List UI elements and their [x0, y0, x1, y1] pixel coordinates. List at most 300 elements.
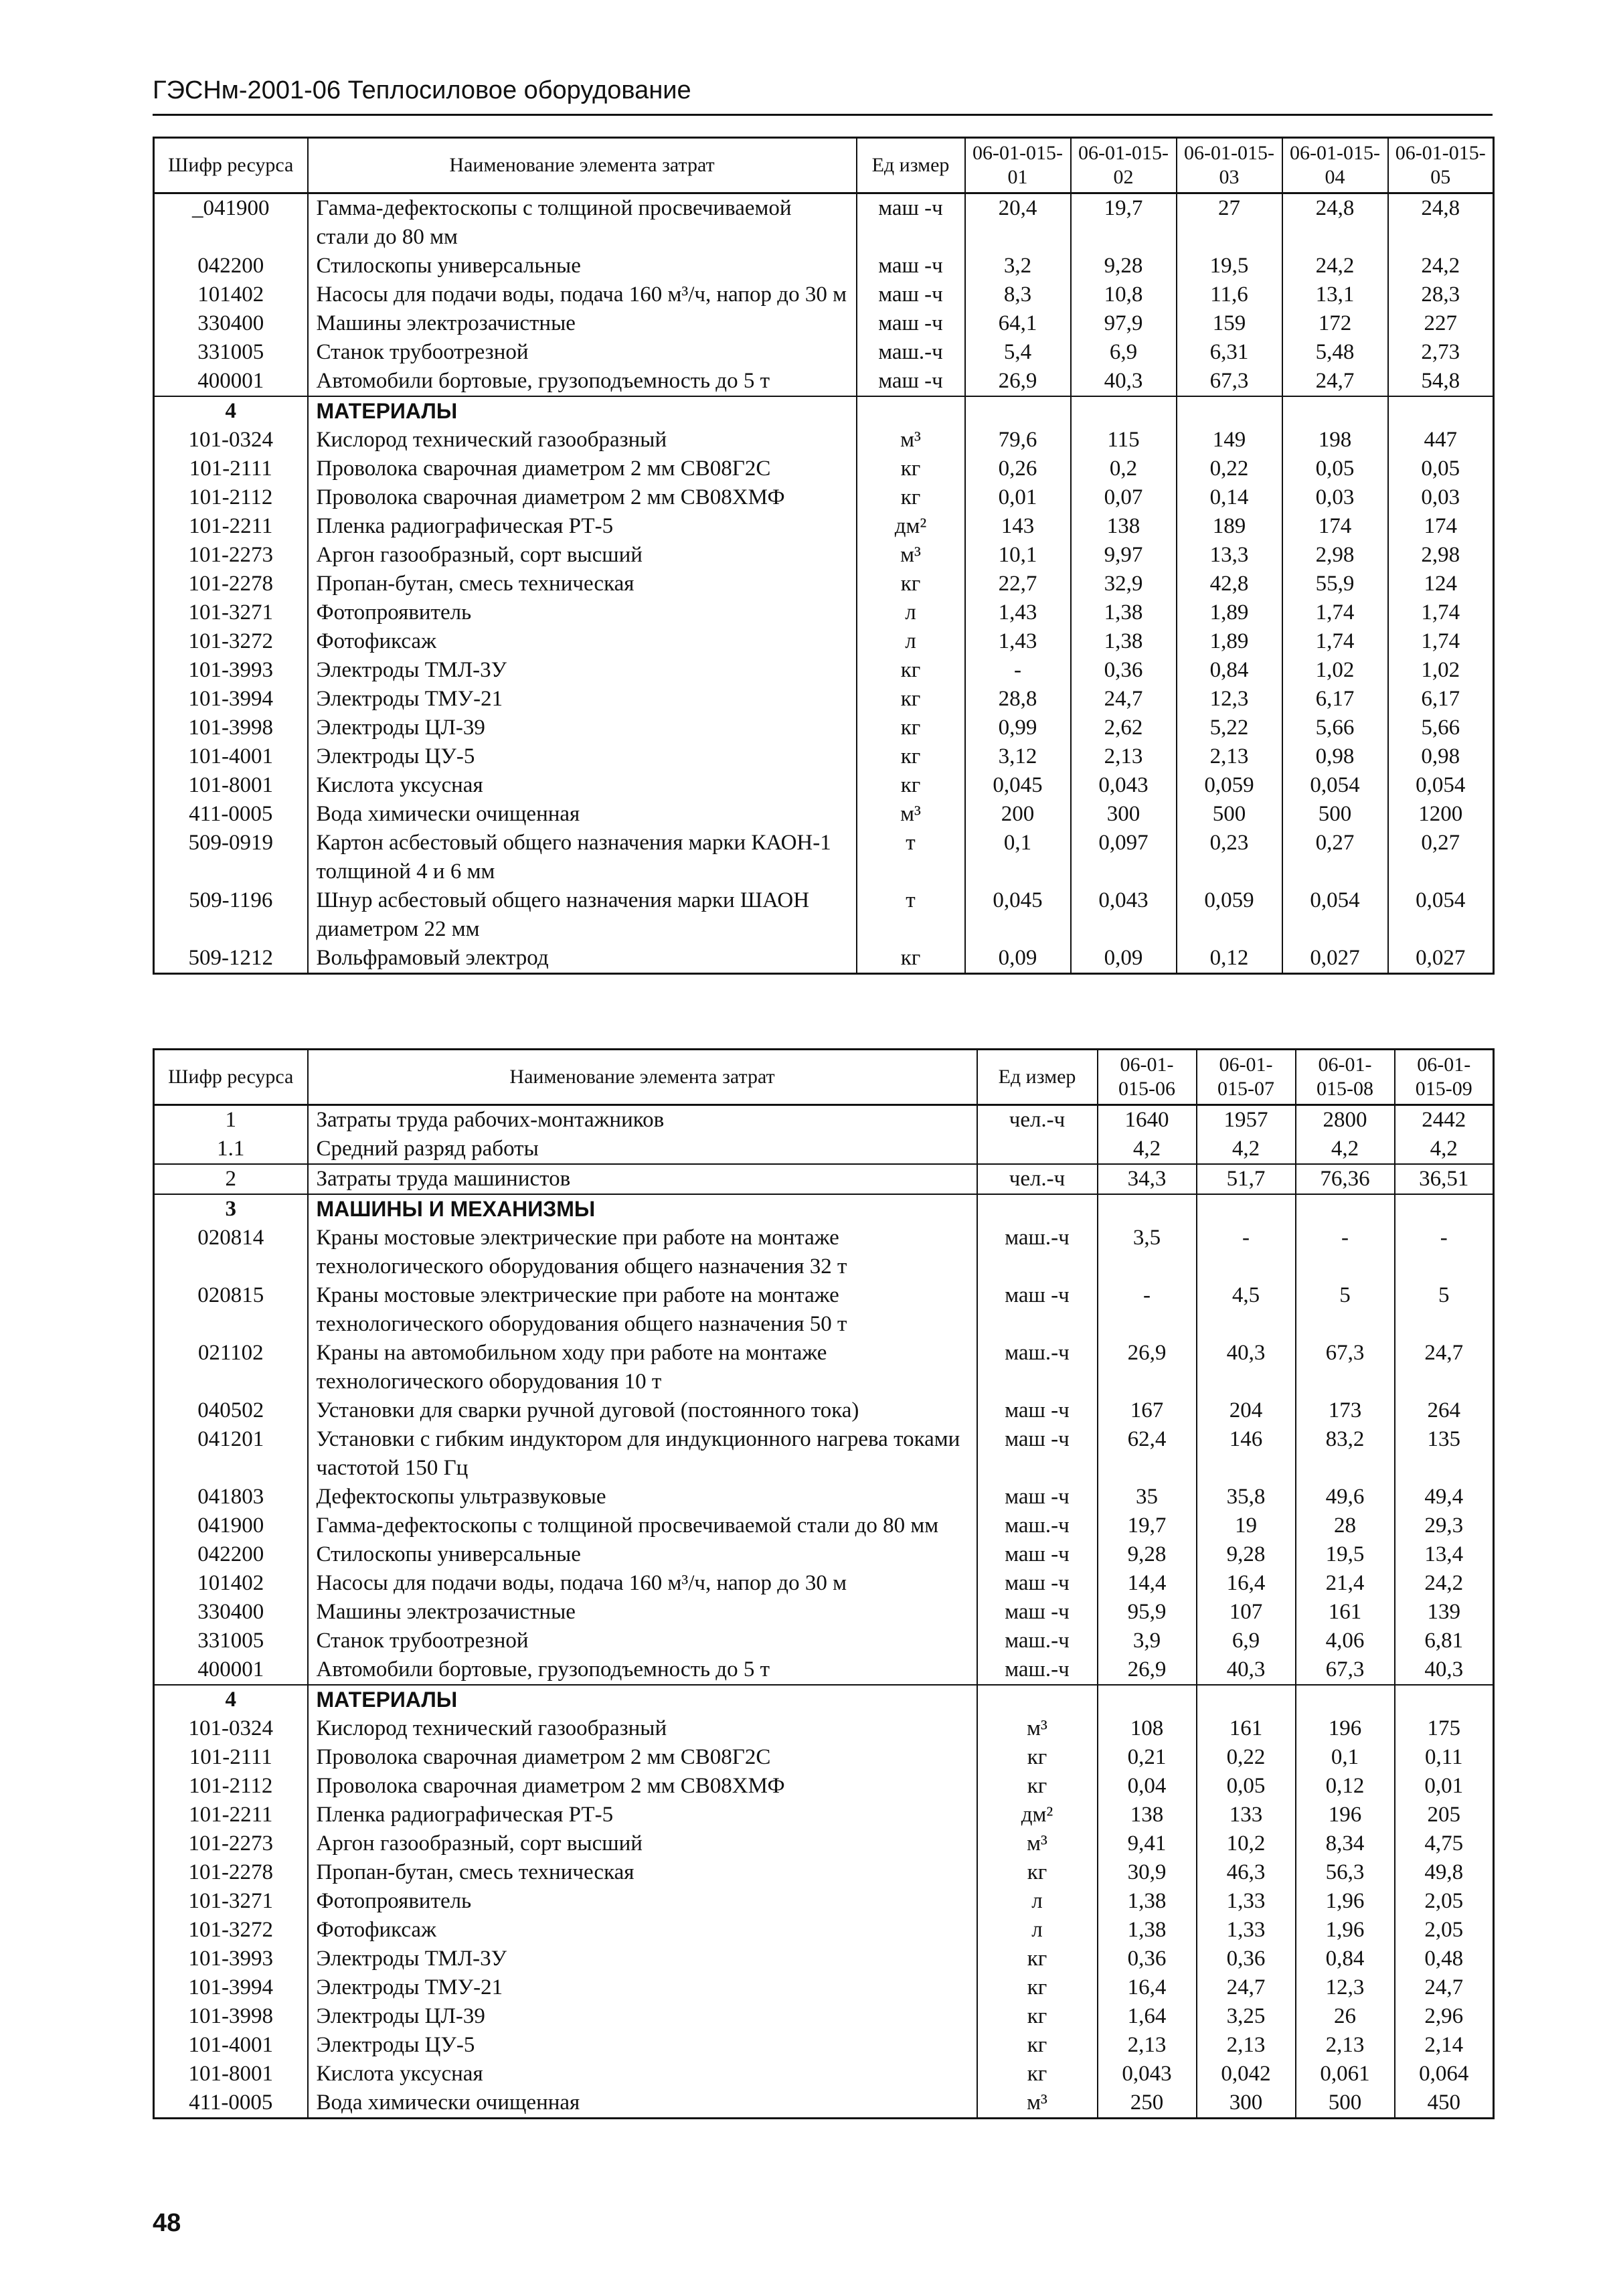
cost-element-name: Кислота уксусная — [308, 2060, 977, 2088]
resource-code: 041201 — [154, 1425, 308, 1483]
cost-element-name: Станок трубоотрезной — [308, 1627, 977, 1655]
resource-code: 042200 — [154, 252, 308, 280]
unit-of-measure: кг — [977, 1772, 1098, 1801]
cell-value: 40,3 — [1395, 1655, 1494, 1685]
cell-value: 133 — [1197, 1801, 1296, 1829]
cost-element-name: Электроды ЦУ-5 — [308, 2031, 977, 2060]
unit-of-measure: кг — [977, 1858, 1098, 1887]
cell-value: 14,4 — [1098, 1569, 1197, 1598]
table-row — [154, 455, 1494, 483]
unit-of-measure: маш -ч — [977, 1425, 1098, 1483]
cell-value: 5,48 — [1282, 338, 1388, 367]
table-row — [154, 944, 1494, 974]
cell-value: 2,62 — [1071, 714, 1177, 742]
unit-of-measure — [977, 1135, 1098, 1164]
unit-of-measure: дм² — [977, 1801, 1098, 1829]
table-row — [154, 1483, 1494, 1511]
table-row — [154, 1945, 1494, 1973]
table-row — [154, 742, 1494, 771]
cell-value: 28,3 — [1388, 280, 1494, 309]
cost-element-name: Картон асбестовый общего назначения марки КАОН-1 толщиной 4 и 6 мм — [308, 829, 857, 886]
resource-code: 101-2211 — [154, 512, 308, 541]
unit-of-measure: м³ — [857, 541, 965, 570]
cell-value — [1098, 1194, 1197, 1224]
cell-value: 174 — [1282, 512, 1388, 541]
cell-value: 161 — [1296, 1598, 1395, 1627]
cost-element-name: Стилоскопы универсальные — [308, 252, 857, 280]
table-row — [154, 714, 1494, 742]
unit-of-measure: маш -ч — [977, 1483, 1098, 1511]
cell-value: 10,1 — [965, 541, 1071, 570]
page-number: 48 — [153, 2209, 181, 2237]
cell-value: 9,28 — [1071, 252, 1177, 280]
cell-value: 1,74 — [1282, 598, 1388, 627]
unit-of-measure: кг — [857, 944, 965, 974]
cell-value: 0,043 — [1098, 2060, 1197, 2088]
cell-value: 0,05 — [1282, 455, 1388, 483]
resource-code: 101-2278 — [154, 570, 308, 598]
cost-element-name: Проволока сварочная диаметром 2 мм СВ08ХМФ — [308, 483, 857, 512]
unit-of-measure: маш -ч — [977, 1396, 1098, 1425]
cost-element-name: Электроды ЦУ-5 — [308, 742, 857, 771]
resource-code: 101-3271 — [154, 598, 308, 627]
resource-code: 101-4001 — [154, 2031, 308, 2060]
cell-value: 40,3 — [1197, 1339, 1296, 1396]
table-header — [154, 138, 1494, 193]
cell-value: 196 — [1296, 1714, 1395, 1743]
cost-element-name: Проволока сварочная диаметром 2 мм СВ08Г2С — [308, 455, 857, 483]
resource-code: 101402 — [154, 280, 308, 309]
cell-value: 200 — [965, 800, 1071, 829]
cell-value: 24,2 — [1395, 1569, 1494, 1598]
cell-value: 40,3 — [1197, 1655, 1296, 1685]
unit-of-measure: маш.-ч — [977, 1224, 1098, 1281]
cell-value: 19,5 — [1177, 252, 1282, 280]
cell-value: 2,13 — [1177, 742, 1282, 771]
resource-code: 4 — [154, 396, 308, 426]
cell-value: 62,4 — [1098, 1425, 1197, 1483]
unit-of-measure: кг — [857, 455, 965, 483]
resource-code: 020814 — [154, 1224, 308, 1281]
resource-code: 101-2273 — [154, 1829, 308, 1858]
column-header: Наименование элемента затрат — [308, 138, 857, 193]
cell-value: 0,99 — [965, 714, 1071, 742]
cell-value: 16,4 — [1197, 1569, 1296, 1598]
cell-value: 26,9 — [1098, 1339, 1197, 1396]
table-header — [154, 1050, 1494, 1105]
cell-value: 26,9 — [1098, 1655, 1197, 1685]
cell-value — [1071, 396, 1177, 426]
resource-code: 101-2278 — [154, 1858, 308, 1887]
table-row — [154, 1105, 1494, 1135]
cell-value: 1,89 — [1177, 598, 1282, 627]
cost-element-name: МАШИНЫ И МЕХАНИЗМЫ — [308, 1194, 977, 1224]
table-row — [154, 829, 1494, 886]
cell-value: 3,5 — [1098, 1224, 1197, 1281]
resource-code: 101-3272 — [154, 1916, 308, 1945]
unit-of-measure: м³ — [977, 2088, 1098, 2119]
resource-code: 101-3271 — [154, 1887, 308, 1916]
cost-element-name: Электроды ТМЛ-3У — [308, 656, 857, 685]
cell-value: 143 — [965, 512, 1071, 541]
cost-element-name: Проволока сварочная диаметром 2 мм СВ08ХМФ — [308, 1772, 977, 1801]
cell-value: 1,38 — [1098, 1916, 1197, 1945]
cost-element-name: Затраты труда машинистов — [308, 1164, 977, 1194]
cell-value: 1,38 — [1071, 627, 1177, 656]
cost-element-name: Вода химически очищенная — [308, 2088, 977, 2119]
table-row — [154, 1772, 1494, 1801]
cost-element-name: Электроды ТМУ-21 — [308, 1973, 977, 2002]
cell-value: 2800 — [1296, 1105, 1395, 1135]
unit-of-measure: л — [857, 598, 965, 627]
resource-code: 101-8001 — [154, 771, 308, 800]
cell-value: 0,059 — [1177, 886, 1282, 944]
cell-value: 67,3 — [1296, 1655, 1395, 1685]
cell-value: 2,13 — [1197, 2031, 1296, 2060]
resource-code: 400001 — [154, 1655, 308, 1685]
unit-of-measure: маш.-ч — [977, 1655, 1098, 1685]
cell-value: 138 — [1071, 512, 1177, 541]
cell-value: 2,98 — [1282, 541, 1388, 570]
cost-element-name: Пропан-бутан, смесь техническая — [308, 570, 857, 598]
cell-value: 1,43 — [965, 598, 1071, 627]
cell-value: 107 — [1197, 1598, 1296, 1627]
unit-of-measure: л — [977, 1916, 1098, 1945]
cell-value: 0,22 — [1197, 1743, 1296, 1772]
unit-of-measure: кг — [857, 483, 965, 512]
cell-value: 26,9 — [965, 367, 1071, 396]
cost-element-name: МАТЕРИАЛЫ — [308, 396, 857, 426]
cost-element-name: Фотофиксаж — [308, 627, 857, 656]
unit-of-measure: т — [857, 886, 965, 944]
cell-value: 0,1 — [965, 829, 1071, 886]
unit-of-measure: маш.-ч — [977, 1627, 1098, 1655]
page-header — [153, 74, 1493, 116]
resource-code: 020815 — [154, 1281, 308, 1339]
cell-value: 0,054 — [1388, 886, 1494, 944]
column-header: 06-01-015-09 — [1395, 1050, 1494, 1105]
cell-value: 9,28 — [1197, 1540, 1296, 1569]
column-header: 06-01-015-03 — [1177, 138, 1282, 193]
resource-table-1 — [153, 137, 1495, 975]
cell-value: 67,3 — [1296, 1339, 1395, 1396]
cell-value: 0,12 — [1296, 1772, 1395, 1801]
cell-value: 500 — [1177, 800, 1282, 829]
cell-value: 0,2 — [1071, 455, 1177, 483]
resource-code: 330400 — [154, 309, 308, 338]
cell-value: 149 — [1177, 426, 1282, 455]
cell-value: 1,33 — [1197, 1916, 1296, 1945]
cell-value: 2,13 — [1098, 2031, 1197, 2060]
cost-element-name: Кислород технический газообразный — [308, 1714, 977, 1743]
cell-value: 12,3 — [1177, 685, 1282, 714]
cell-value — [1395, 1194, 1494, 1224]
table-row — [154, 512, 1494, 541]
column-header: 06-01-015-04 — [1282, 138, 1388, 193]
cell-value: 0,84 — [1296, 1945, 1395, 1973]
unit-of-measure: кг — [857, 570, 965, 598]
unit-of-measure: маш -ч — [857, 280, 965, 309]
cell-value: 3,25 — [1197, 2002, 1296, 2031]
cell-value: 0,045 — [965, 771, 1071, 800]
cell-value: 1957 — [1197, 1105, 1296, 1135]
unit-of-measure: кг — [977, 2031, 1098, 2060]
unit-of-measure: т — [857, 829, 965, 886]
table-row — [154, 627, 1494, 656]
unit-of-measure: маш.-ч — [977, 1339, 1098, 1396]
cell-value: 0,98 — [1282, 742, 1388, 771]
table-row — [154, 1425, 1494, 1483]
unit-of-measure: кг — [857, 771, 965, 800]
cell-value: 450 — [1395, 2088, 1494, 2119]
cell-value: 55,9 — [1282, 570, 1388, 598]
cell-value: 1,43 — [965, 627, 1071, 656]
cell-value: 227 — [1388, 309, 1494, 338]
cell-value: 115 — [1071, 426, 1177, 455]
cell-value: 26 — [1296, 2002, 1395, 2031]
unit-of-measure: дм² — [857, 512, 965, 541]
table-row — [154, 1655, 1494, 1685]
table-row — [154, 1281, 1494, 1339]
cell-value: 500 — [1282, 800, 1388, 829]
cell-value: 0,36 — [1098, 1945, 1197, 1973]
cell-value: 0,98 — [1388, 742, 1494, 771]
resource-code: 1 — [154, 1105, 308, 1135]
cell-value: 9,28 — [1098, 1540, 1197, 1569]
resource-code: 101-3993 — [154, 656, 308, 685]
unit-of-measure: л — [857, 627, 965, 656]
cell-value: 35 — [1098, 1483, 1197, 1511]
cell-value: 79,6 — [965, 426, 1071, 455]
resource-code: 021102 — [154, 1339, 308, 1396]
cell-value: 0,14 — [1177, 483, 1282, 512]
unit-of-measure: кг — [977, 1973, 1098, 2002]
cell-value: 0,36 — [1197, 1945, 1296, 1973]
cell-value: 124 — [1388, 570, 1494, 598]
cell-value: 0,027 — [1388, 944, 1494, 974]
cell-value: 2442 — [1395, 1105, 1494, 1135]
table-row — [154, 309, 1494, 338]
column-header: Ед измер — [857, 138, 965, 193]
cell-value — [1177, 396, 1282, 426]
cell-value — [1282, 396, 1388, 426]
column-header: Наименование элемента затрат — [308, 1050, 977, 1105]
cell-value: 4,5 — [1197, 1281, 1296, 1339]
unit-of-measure: маш.-ч — [857, 338, 965, 367]
cell-value: 19 — [1197, 1511, 1296, 1540]
cell-value: 19,7 — [1098, 1511, 1197, 1540]
unit-of-measure: м³ — [977, 1829, 1098, 1858]
cell-value: 2,96 — [1395, 2002, 1494, 2031]
resource-table-2 — [153, 1048, 1495, 2119]
section-row — [154, 396, 1494, 426]
cell-value: 8,3 — [965, 280, 1071, 309]
cell-value: 34,3 — [1098, 1164, 1197, 1194]
cell-value: 146 — [1197, 1425, 1296, 1483]
cell-value: 20,4 — [965, 193, 1071, 252]
resource-code: 101-3994 — [154, 1973, 308, 2002]
cost-element-name: Кислота уксусная — [308, 771, 857, 800]
cell-value: 0,48 — [1395, 1945, 1494, 1973]
cost-element-name: Затраты труда рабочих-монтажников — [308, 1105, 977, 1135]
resource-code: 509-1196 — [154, 886, 308, 944]
unit-of-measure: маш -ч — [857, 252, 965, 280]
resource-code: 101-2111 — [154, 455, 308, 483]
resource-code: 101-0324 — [154, 1714, 308, 1743]
cell-value: 0,12 — [1177, 944, 1282, 974]
table-row — [154, 1540, 1494, 1569]
unit-of-measure: маш -ч — [977, 1281, 1098, 1339]
cell-value: 174 — [1388, 512, 1494, 541]
resource-code: 4 — [154, 1685, 308, 1714]
cell-value: 0,22 — [1177, 455, 1282, 483]
cell-value: 46,3 — [1197, 1858, 1296, 1887]
cell-value: 2,13 — [1071, 742, 1177, 771]
cell-value: - — [1296, 1224, 1395, 1281]
cell-value: 13,4 — [1395, 1540, 1494, 1569]
cell-value: 0,05 — [1197, 1772, 1296, 1801]
cell-value: 2,73 — [1388, 338, 1494, 367]
cell-value: 40,3 — [1071, 367, 1177, 396]
cell-value: 0,11 — [1395, 1743, 1494, 1772]
unit-of-measure: м³ — [857, 426, 965, 455]
cost-element-name: Машины электрозачистные — [308, 1598, 977, 1627]
cell-value: 0,1 — [1296, 1743, 1395, 1772]
resource-code: 101-3994 — [154, 685, 308, 714]
cell-value: 24,7 — [1197, 1973, 1296, 2002]
cell-value: 32,9 — [1071, 570, 1177, 598]
table-row — [154, 1598, 1494, 1627]
cell-value: 29,3 — [1395, 1511, 1494, 1540]
cell-value: 4,2 — [1197, 1135, 1296, 1164]
resource-code: 101-3998 — [154, 2002, 308, 2031]
cell-value: 4,2 — [1296, 1135, 1395, 1164]
table-row — [154, 771, 1494, 800]
cost-element-name: Стилоскопы универсальные — [308, 1540, 977, 1569]
table-row — [154, 1627, 1494, 1655]
cell-value: 1,74 — [1282, 627, 1388, 656]
cell-value: 175 — [1395, 1714, 1494, 1743]
cost-element-name: Средний разряд работы — [308, 1135, 977, 1164]
cell-value: 24,7 — [1282, 367, 1388, 396]
resource-code: 101-3993 — [154, 1945, 308, 1973]
cell-value: 139 — [1395, 1598, 1494, 1627]
cell-value: 0,01 — [965, 483, 1071, 512]
cell-value: 1,96 — [1296, 1916, 1395, 1945]
cell-value: 0,09 — [965, 944, 1071, 974]
unit-of-measure: кг — [857, 714, 965, 742]
cost-element-name: Электроды ЦЛ-39 — [308, 714, 857, 742]
cell-value: 19,5 — [1296, 1540, 1395, 1569]
cell-value: 16,4 — [1098, 1973, 1197, 2002]
cell-value: 1,74 — [1388, 598, 1494, 627]
cost-element-name: Вода химически очищенная — [308, 800, 857, 829]
table-row — [154, 1339, 1494, 1396]
unit-of-measure: кг — [857, 685, 965, 714]
cell-value: 22,7 — [965, 570, 1071, 598]
table-row — [154, 1714, 1494, 1743]
column-header: 06-01-015-07 — [1197, 1050, 1296, 1105]
cost-element-name: Пленка радиографическая РТ-5 — [308, 1801, 977, 1829]
cell-value: 95,9 — [1098, 1598, 1197, 1627]
cost-element-name: Пленка радиографическая РТ-5 — [308, 512, 857, 541]
cost-element-name: Краны мостовые электрические при работе на монтаже технологического оборудования общего назначения 50 т — [308, 1281, 977, 1339]
cell-value: 189 — [1177, 512, 1282, 541]
cell-value: 6,17 — [1388, 685, 1494, 714]
cell-value: 9,41 — [1098, 1829, 1197, 1858]
cell-value: 64,1 — [965, 309, 1071, 338]
section-row — [154, 1194, 1494, 1224]
cell-value: 56,3 — [1296, 1858, 1395, 1887]
cell-value: 10,8 — [1071, 280, 1177, 309]
resource-code: 3 — [154, 1194, 308, 1224]
cell-value: 1,74 — [1388, 627, 1494, 656]
cell-value: 0,01 — [1395, 1772, 1494, 1801]
cost-element-name: Пропан-бутан, смесь техническая — [308, 1858, 977, 1887]
cell-value: 264 — [1395, 1396, 1494, 1425]
unit-of-measure: маш.-ч — [977, 1511, 1098, 1540]
cost-element-name: Насосы для подачи воды, подача 160 м³/ч, напор до 30 м — [308, 1569, 977, 1598]
cell-value: - — [965, 656, 1071, 685]
cell-value: 2,98 — [1388, 541, 1494, 570]
cell-value: 0,054 — [1388, 771, 1494, 800]
cost-element-name: Насосы для подачи воды, подача 160 м³/ч, напор до 30 м — [308, 280, 857, 309]
unit-of-measure — [977, 1194, 1098, 1224]
cell-value: 173 — [1296, 1396, 1395, 1425]
cell-value: 28,8 — [965, 685, 1071, 714]
cell-value: 4,2 — [1395, 1135, 1494, 1164]
cell-value: 5,66 — [1282, 714, 1388, 742]
cell-value: 24,7 — [1395, 1339, 1494, 1396]
cell-value — [1098, 1685, 1197, 1714]
cell-value: 1,89 — [1177, 627, 1282, 656]
cell-value: 1,33 — [1197, 1887, 1296, 1916]
cell-value: 4,2 — [1098, 1135, 1197, 1164]
cell-value: 3,9 — [1098, 1627, 1197, 1655]
table-row — [154, 1916, 1494, 1945]
resource-code: 400001 — [154, 367, 308, 396]
cell-value: 0,27 — [1388, 829, 1494, 886]
unit-of-measure: маш -ч — [977, 1569, 1098, 1598]
resource-code: 331005 — [154, 1627, 308, 1655]
cell-value: 0,21 — [1098, 1743, 1197, 1772]
cell-value: 21,4 — [1296, 1569, 1395, 1598]
cell-value: 0,36 — [1071, 656, 1177, 685]
table-row — [154, 1973, 1494, 2002]
cell-value: 27 — [1177, 193, 1282, 252]
cell-value: 1,38 — [1098, 1887, 1197, 1916]
cell-value: 0,84 — [1177, 656, 1282, 685]
resource-code: 101-2111 — [154, 1743, 308, 1772]
cell-value: 0,043 — [1071, 886, 1177, 944]
cell-value: 447 — [1388, 426, 1494, 455]
cell-value: 6,17 — [1282, 685, 1388, 714]
cell-value: 0,043 — [1071, 771, 1177, 800]
cost-element-name: Установки для сварки ручной дуговой (постоянного тока) — [308, 1396, 977, 1425]
table-row — [154, 193, 1494, 252]
cell-value: 0,045 — [965, 886, 1071, 944]
column-header: Ед измер — [977, 1050, 1098, 1105]
cell-value: 0,054 — [1282, 771, 1388, 800]
cell-value — [1296, 1194, 1395, 1224]
resource-code: 331005 — [154, 338, 308, 367]
cell-value: 67,3 — [1177, 367, 1282, 396]
table-row — [154, 1858, 1494, 1887]
unit-of-measure: маш -ч — [977, 1540, 1098, 1569]
column-header: 06-01-015-05 — [1388, 138, 1494, 193]
cell-value: 24,2 — [1388, 252, 1494, 280]
cell-value: 5 — [1296, 1281, 1395, 1339]
